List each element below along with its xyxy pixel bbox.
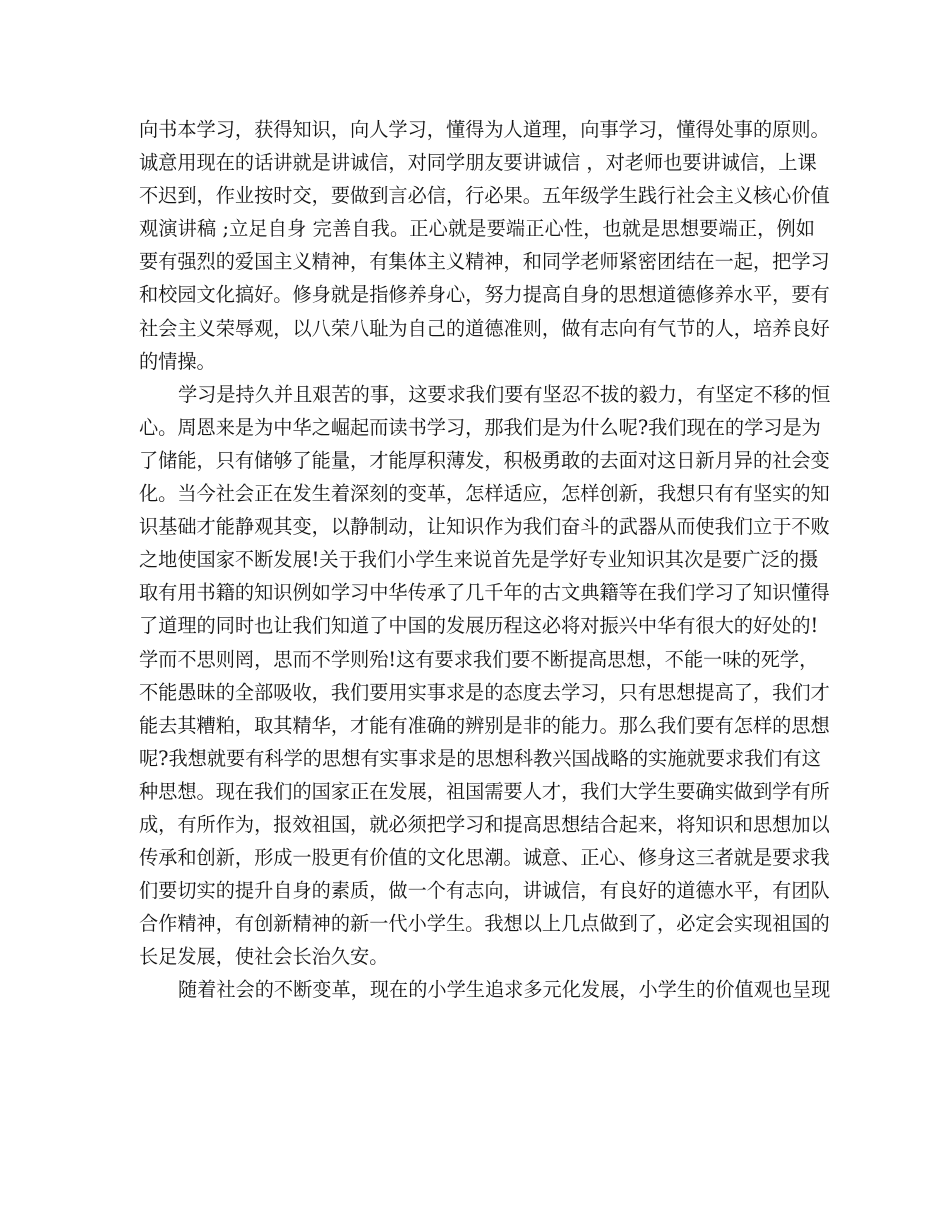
text-line: 传承和创新，形成一股更有价值的文化思潮。诚意、正心、修身这三者就是要求我 [139, 846, 830, 870]
text-line: 们要切实的提升自身的素质，做一个有志向，讲诚信，有良好的道德水平，有团队 [139, 879, 830, 903]
body-text [139, 113, 831, 1007]
paragraph-first-line: 随着社会的不断变革，现在的小学生追求多元化发展，小学生的价值观也呈现 [178, 978, 831, 1002]
text-line: 取有用书籍的知识例如学习中华传承了几千年的古文典籍等在我们学习了知识懂得 [139, 581, 830, 605]
text-line: 观演讲稿 ;立足自身 完善自我。正心就是要端正心性，也就是思想要端正，例如 [139, 217, 815, 241]
text-line: 合作精神，有创新精神的新一代小学生。我想以上几点做到了，必定会实现祖国的 [139, 912, 830, 936]
text-line: 心。周恩来是为中华之崛起而读书学习，那我们是为什么呢?我们现在的学习是为 [139, 415, 821, 439]
text-line: 的情操。 [139, 349, 216, 373]
text-line: 之地使国家不断发展!关于我们小学生来说首先是学好专业知识其次是要广泛的摄 [139, 548, 819, 572]
text-line: 呢?我想就要有科学的思想有实事求是的思想科教兴国战略的实施就要求我们有这 [139, 746, 821, 770]
text-line: 不能愚昧的全部吸收，我们要用实事求是的态度去学习，只有思想提高了，我们才 [139, 680, 830, 704]
text-line: 要有强烈的爱国主义精神，有集体主义精神，和同学老师紧密团结在一起，把学习 [139, 250, 830, 274]
text-line: 诚意用现在的话讲就是讲诚信，对同学朋友要讲诚信 ，对老师也要讲诚信，上课 [139, 151, 817, 175]
text-line: 种思想。现在我们的国家正在发展，祖国需要人才，我们大学生要确实做到学有所 [139, 779, 830, 803]
text-line: 学而不思则罔，思而不学则殆!这有要求我们要不断提高思想，不能一味的死学， [139, 647, 819, 671]
text-line: 社会主义荣辱观，以八荣八耻为自己的道德准则，做有志向有气节的人，培养良好 [139, 316, 830, 340]
text-line: 化。当今社会正在发生着深刻的变革，怎样适应，怎样创新，我想只有有坚实的知 [139, 482, 830, 506]
text-line: 成，有所作为，报效祖国，就必须把学习和提高思想结合起来，将知识和思想加以 [139, 812, 830, 836]
text-line: 了道理的同时也让我们知道了中国的发展历程这必将对振兴中华有很大的好处的! [139, 614, 819, 638]
text-line: 识基础才能静观其变，以静制动，让知识作为我们奋斗的武器从而使我们立于不败 [139, 515, 830, 539]
text-line: 不迟到，作业按时交，要做到言必信，行必果。五年级学生践行社会主义核心价值 [139, 184, 830, 208]
text-line: 了储能，只有储够了能量，才能厚积薄发，积极勇敢的去面对这日新月异的社会变 [139, 448, 830, 472]
text-line: 能去其糟粕，取其精华，才能有准确的辨别是非的能力。那么我们要有怎样的思想 [139, 713, 830, 737]
text-line: 和校园文化搞好。修身就是指修养身心，努力提高自身的思想道德修养水平，要有 [139, 283, 830, 307]
paragraph-first-line: 学习是持久并且艰苦的事，这要求我们要有坚忍不拔的毅力，有坚定不移的恒 [178, 382, 831, 406]
text-line: 长足发展，使社会长治久安。 [139, 945, 389, 969]
text-line: 向书本学习，获得知识，向人学习，懂得为人道理，向事学习，懂得处事的原则。 [139, 118, 830, 141]
